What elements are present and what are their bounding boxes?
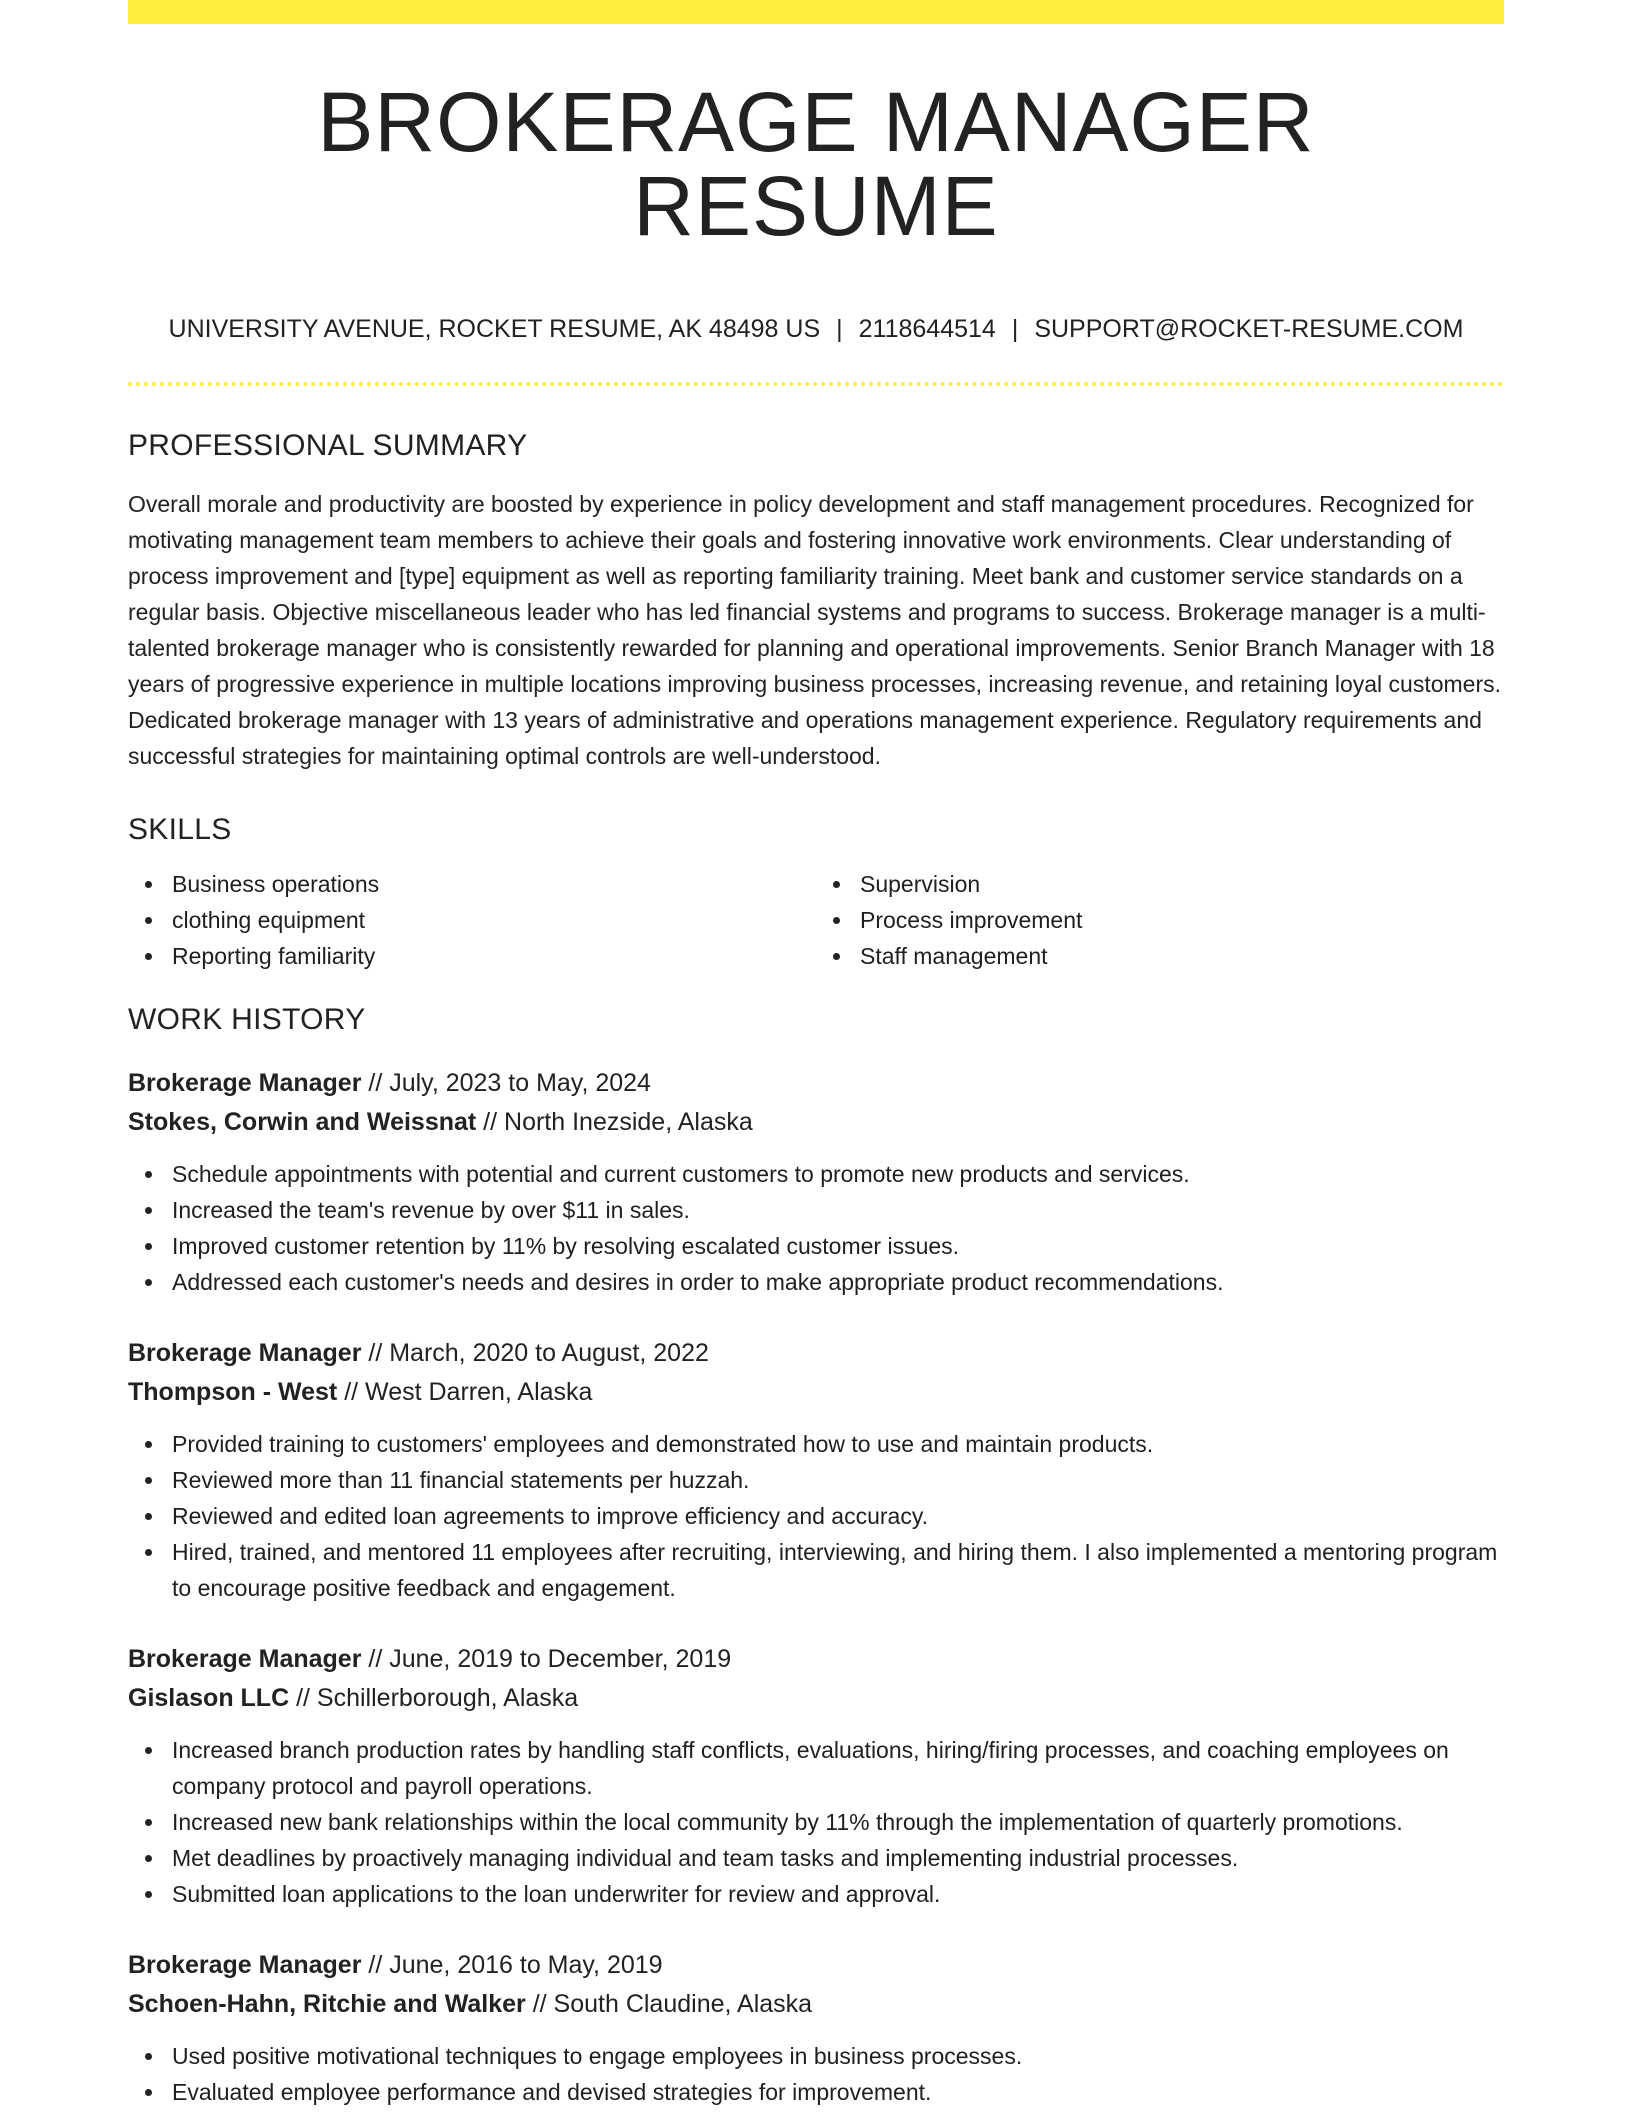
skills-heading: SKILLS — [128, 813, 232, 846]
duty-item: Addressed each customer's needs and desires in order to make appropriate product recommendations. — [172, 1264, 1504, 1300]
duty-item: Reviewed more than 11 financial statements per huzzah. — [172, 1462, 1504, 1498]
job-entry — [128, 1334, 1504, 1606]
skill-item: Staff management — [860, 938, 1504, 974]
job-duties — [128, 2038, 1504, 2110]
job-company: Gislason LLC — [128, 1684, 290, 1712]
job-company-line — [128, 1985, 1504, 2024]
dotted-divider — [128, 382, 1504, 386]
job-entry — [128, 1640, 1504, 1912]
skill-item: clothing equipment — [172, 902, 816, 938]
duty-item: Reviewed and edited loan agreements to improve efficiency and accuracy. — [172, 1498, 1504, 1534]
job-company-line — [128, 1103, 1504, 1142]
duty-item: Used positive motivational techniques to engage employees in business processes. — [172, 2038, 1504, 2074]
job-company: Thompson - West — [128, 1378, 338, 1406]
job-title: Brokerage Manager — [128, 1069, 362, 1097]
contact-separator: | — [836, 315, 843, 343]
skill-item: Reporting familiarity — [172, 938, 816, 974]
job-company: Schoen-Hahn, Ritchie and Walker — [128, 1990, 526, 2018]
contact-separator: | — [1011, 315, 1019, 343]
job-location: // Schillerborough, Alaska — [289, 1684, 579, 1712]
job-title-line — [128, 1064, 1504, 1103]
duty-item: Provided training to customers' employees and demonstrated how to use and maintain products. — [172, 1426, 1504, 1462]
skill-item: Process improvement — [860, 902, 1504, 938]
job-entry — [128, 1064, 1504, 1300]
job-title: Brokerage Manager — [128, 1339, 362, 1367]
duty-item: Hired, trained, and mentored 11 employees after recruiting, interviewing, and hiring them. I also implemented a mentoring program to encourage positive feedback and engagement. — [172, 1534, 1504, 1606]
job-title-line — [128, 1334, 1504, 1373]
job-title-line — [128, 1640, 1504, 1679]
summary-paragraph: Overall morale and productivity are boosted by experience in policy development and staff management procedures. Recognized for motivating management team members to achieve their goals and fostering innovative work environments. Clear understanding of process improvement and [type] equipment as well as reporting familiarity training. Meet bank and customer service standards on a regular basis. Objective miscellaneous leader who has led financial systems and programs to success. Brokerage manager is a multi-talented brokerage manager who is consistently rewarded for planning and operational improvements. Senior Branch Manager with 18 years of progressive experience in multiple locations improving business processes, increasing revenue, and retaining loyal customers. Dedicated brokerage manager with 13 years of administrative and operations management experience. Regulatory requirements and successful strategies for maintaining optimal controls are well-understood. — [128, 491, 1502, 769]
skill-item: Business operations — [172, 866, 816, 902]
job-entry — [128, 1946, 1504, 2110]
job-duties — [128, 1732, 1504, 1912]
contact-address: UNIVERSITY AVENUE, ROCKET RESUME, AK 48498 US — [168, 315, 821, 343]
skills-column-right — [816, 866, 1504, 974]
duty-item: Increased the team's revenue by over $11 in sales. — [172, 1192, 1504, 1228]
job-dates: // March, 2020 to August, 2022 — [361, 1339, 709, 1367]
job-dates: // June, 2019 to December, 2019 — [361, 1645, 732, 1673]
skill-item: Supervision — [860, 866, 1504, 902]
accent-top-bar — [128, 0, 1504, 24]
duty-item: Increased new bank relationships within the local community by 11% through the implementation of quarterly promotions. — [172, 1804, 1504, 1840]
work-history-heading: WORK HISTORY — [128, 1003, 366, 1036]
resume-page — [128, 0, 1504, 2110]
duty-item: Increased branch production rates by handling staff conflicts, evaluations, hiring/firing processes, and coaching employees on company protocol and payroll operations. — [172, 1732, 1504, 1804]
skills-list — [128, 866, 1504, 974]
duty-item: Submitted loan applications to the loan underwriter for review and approval. — [172, 1876, 1504, 1912]
job-company: Stokes, Corwin and Weissnat — [128, 1108, 477, 1136]
job-company-line — [128, 1679, 1504, 1718]
contact-email: SUPPORT@ROCKET-RESUME.COM — [1034, 315, 1464, 343]
job-title: Brokerage Manager — [128, 1951, 362, 1979]
skills-column-left — [128, 866, 816, 974]
resume-title: BROKERAGE MANAGER RESUME — [317, 75, 1315, 253]
duty-item: Schedule appointments with potential and current customers to promote new products and services. — [172, 1156, 1504, 1192]
duty-item: Improved customer retention by 11% by resolving escalated customer issues. — [172, 1228, 1504, 1264]
job-duties — [128, 1156, 1504, 1300]
job-location: // North Inezside, Alaska — [476, 1108, 753, 1136]
job-title: Brokerage Manager — [128, 1645, 362, 1673]
duty-item: Evaluated employee performance and devised strategies for improvement. — [172, 2074, 1504, 2110]
duty-item: Met deadlines by proactively managing individual and team tasks and implementing industrial processes. — [172, 1840, 1504, 1876]
contact-line — [128, 314, 1504, 344]
job-title-line — [128, 1946, 1504, 1985]
contact-phone: 2118644514 — [858, 315, 996, 343]
job-location: // South Claudine, Alaska — [525, 1990, 813, 2018]
job-dates: // July, 2023 to May, 2024 — [361, 1069, 651, 1097]
job-company-line — [128, 1373, 1504, 1412]
summary-heading: PROFESSIONAL SUMMARY — [128, 429, 528, 462]
job-duties — [128, 1426, 1504, 1606]
job-dates: // June, 2016 to May, 2019 — [361, 1951, 663, 1979]
job-location: // West Darren, Alaska — [337, 1378, 593, 1406]
